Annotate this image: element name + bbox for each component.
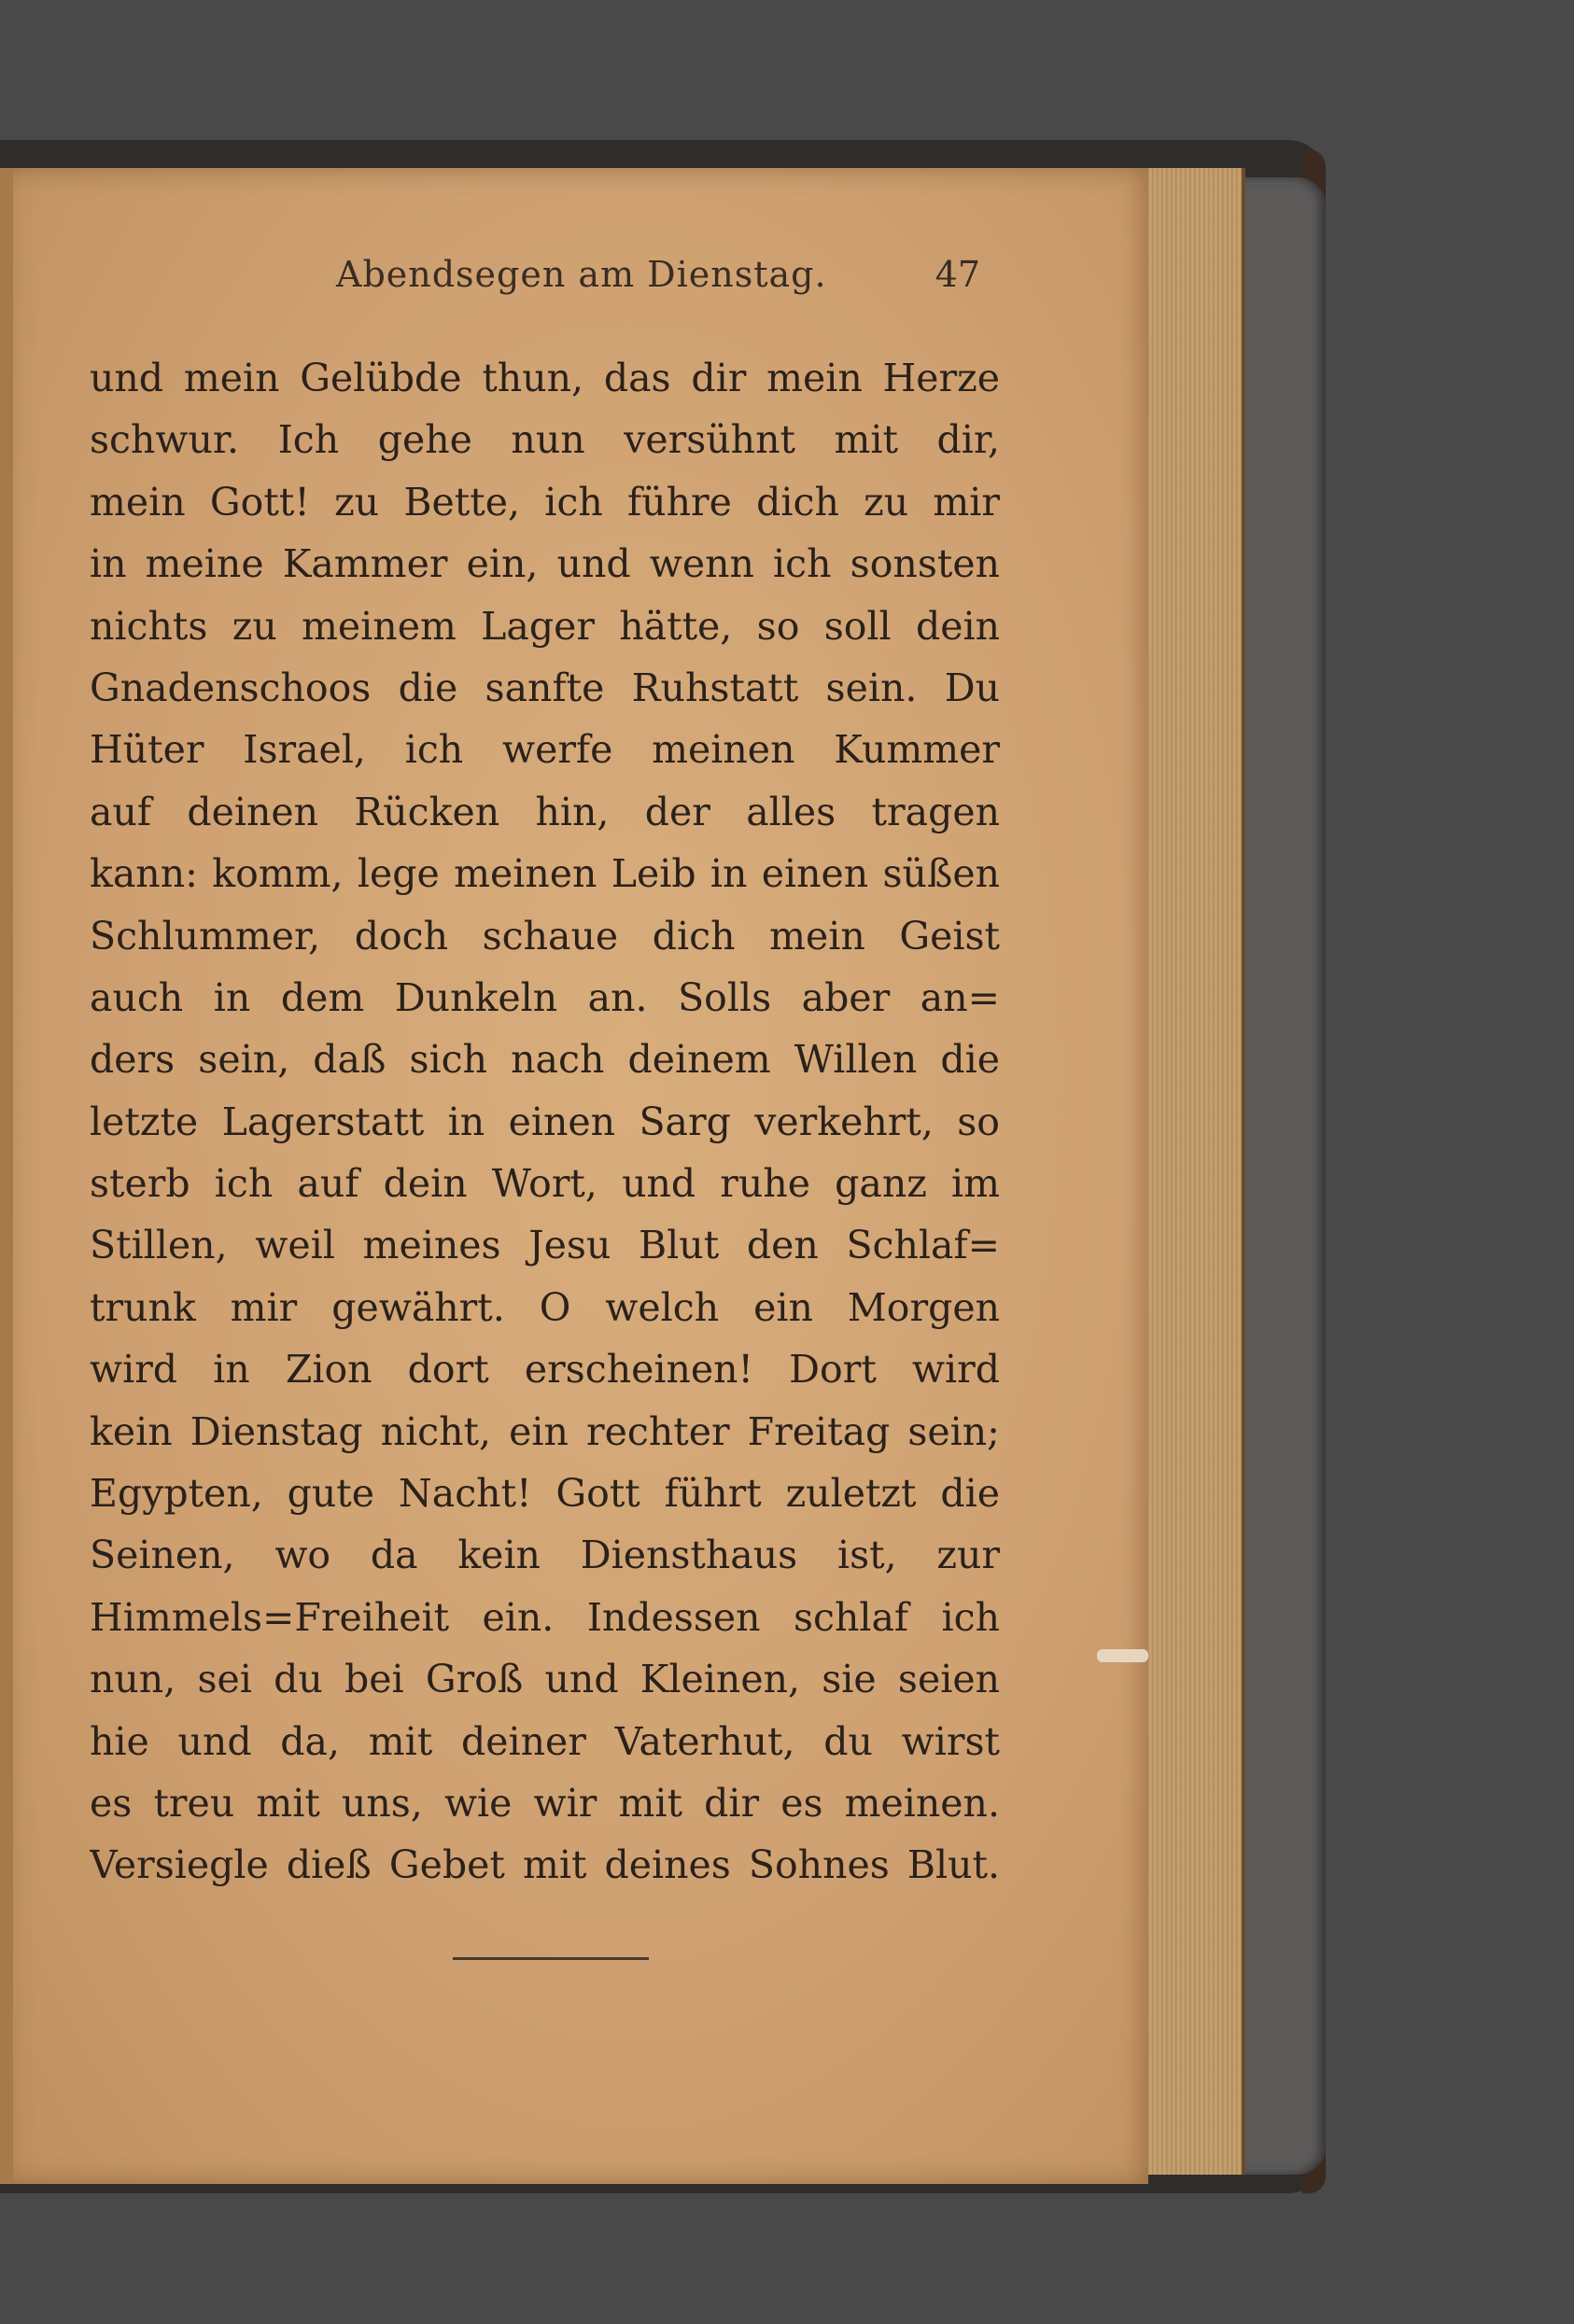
text-line: Himmels=Freiheit ein. Indessen schlaf ich [90,1594,1000,1640]
text-line: Hüter Israel, ich werfe meinen Kummer [90,727,1000,773]
page-header [336,254,980,310]
running-head: Abendsegen am Dienstag. [336,254,827,295]
text-line: trunk mir gewährt. O welch ein Morgen [90,1284,1000,1330]
text-line: hie und da, mit deiner Vaterhut, du wirst [90,1718,1000,1764]
text-line: auf deinen Rücken hin, der alles tragen [90,789,1000,834]
text-line: Gnadenschoos die sanfte Ruhstatt sein. Du [90,665,1000,710]
text-line: Egypten, gute Nacht! Gott führt zuletzt die [90,1471,1000,1517]
text-line: sterb ich auf dein Wort, und ruhe ganz im [90,1161,1000,1207]
text-line: Seinen, wo da kein Diensthaus ist, zur [90,1533,1000,1578]
text-line: nichts zu meinem Lager hätte, so soll dein [90,603,1000,649]
text-line: wird in Zion dort erscheinen! Dort wird [90,1347,1000,1393]
text-line: letzte Lagerstatt in einen Sarg verkehrt, so [90,1099,1000,1144]
text-line: kein Dienstag nicht, ein rechter Freitag sein; [90,1408,1000,1454]
page-tear [1097,1649,1148,1662]
text-line: nun, sei du bei Groß und Kleinen, sie seien [90,1657,1000,1702]
text-line: Schlummer, doch schaue dich mein Geist [90,913,1000,959]
text-line: in meine Kammer ein, und wenn ich sonsten [90,541,1000,587]
text-line: Versiegle dieß Gebet mit deines Sohnes Blut. [90,1842,1000,1888]
text-line: mein Gott! zu Bette, ich führe dich zu mir [90,479,1000,525]
text-line: auch in dem Dunkeln an. Solls aber an= [90,974,1000,1020]
text-line: ders sein, daß sich nach deinem Willen die [90,1037,1000,1083]
text-line: schwur. Ich gehe nun versühnt mit dir, [90,417,1000,463]
page-gutter [0,168,13,2184]
text-line: kann: komm, lege meinen Leib in einen süßen [90,851,1000,897]
body-text [90,347,1000,1897]
text-line: es treu mit uns, wie wir mit dir es meinen. [90,1780,1000,1826]
text-line: und mein Gelübde thun, das dir mein Herze [90,356,1000,400]
text-line: Stillen, weil meines Jesu Blut den Schlaf= [90,1223,1000,1268]
end-rule [453,1957,649,1960]
page-number: 47 [935,254,980,295]
